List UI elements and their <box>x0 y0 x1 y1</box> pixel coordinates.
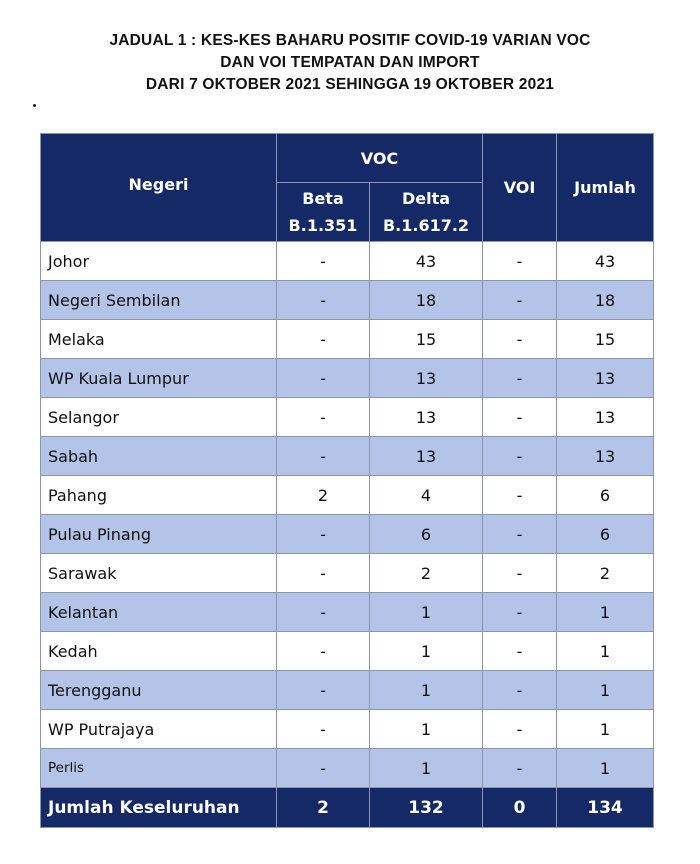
total-beta: 2 <box>277 788 370 828</box>
header-beta-code: B.1.351 <box>288 216 358 235</box>
table-row <box>41 554 654 593</box>
cell-negeri: Sabah <box>41 437 277 476</box>
cell-delta: 1 <box>370 749 483 788</box>
cell-voi: - <box>483 437 557 476</box>
table-row <box>41 749 654 788</box>
cell-delta: 13 <box>370 398 483 437</box>
cell-beta: - <box>277 749 370 788</box>
table-row <box>41 515 654 554</box>
header-beta <box>277 183 370 242</box>
cell-beta: - <box>277 632 370 671</box>
cell-negeri: Terengganu <box>41 671 277 710</box>
cell-jumlah: 1 <box>557 749 654 788</box>
cell-voi: - <box>483 554 557 593</box>
cell-voi: - <box>483 320 557 359</box>
table-row <box>41 398 654 437</box>
title-line-1: JADUAL 1 : KES-KES BAHARU POSITIF COVID-19 VARIAN VOC <box>109 32 591 49</box>
cell-voi: - <box>483 593 557 632</box>
cell-jumlah: 1 <box>557 632 654 671</box>
cell-voi: - <box>483 476 557 515</box>
cell-negeri: Melaka <box>41 320 277 359</box>
cell-voi: - <box>483 710 557 749</box>
cell-jumlah: 1 <box>557 710 654 749</box>
cell-delta: 1 <box>370 593 483 632</box>
table-row <box>41 242 654 281</box>
title-line-2: DAN VOI TEMPATAN DAN IMPORT <box>220 54 480 71</box>
header-voc: VOC <box>277 134 483 183</box>
table-row <box>41 710 654 749</box>
cell-beta: - <box>277 710 370 749</box>
cell-jumlah: 13 <box>557 398 654 437</box>
cell-beta: - <box>277 437 370 476</box>
cell-voi: - <box>483 515 557 554</box>
cell-voi: - <box>483 632 557 671</box>
cell-delta: 2 <box>370 554 483 593</box>
cell-jumlah: 2 <box>557 554 654 593</box>
header-voi: VOI <box>483 134 557 242</box>
cell-beta: 2 <box>277 476 370 515</box>
cell-delta: 1 <box>370 710 483 749</box>
cell-delta: 43 <box>370 242 483 281</box>
cell-negeri: Perlis <box>41 749 277 788</box>
table-row <box>41 437 654 476</box>
header-beta-label: Beta <box>302 189 344 208</box>
cell-beta: - <box>277 593 370 632</box>
stray-dot <box>33 104 36 107</box>
cell-voi: - <box>483 242 557 281</box>
cell-voi: - <box>483 359 557 398</box>
cell-negeri: Pahang <box>41 476 277 515</box>
cell-negeri: Johor <box>41 242 277 281</box>
cell-delta: 1 <box>370 671 483 710</box>
cell-jumlah: 13 <box>557 437 654 476</box>
cell-beta: - <box>277 671 370 710</box>
total-jumlah: 134 <box>557 788 654 828</box>
total-voi: 0 <box>483 788 557 828</box>
cell-beta: - <box>277 281 370 320</box>
table-row <box>41 281 654 320</box>
table-row <box>41 671 654 710</box>
cell-jumlah: 6 <box>557 515 654 554</box>
cell-negeri: Negeri Sembilan <box>41 281 277 320</box>
cell-jumlah: 1 <box>557 671 654 710</box>
cell-jumlah: 6 <box>557 476 654 515</box>
cell-voi: - <box>483 281 557 320</box>
table-row <box>41 359 654 398</box>
table-row <box>41 632 654 671</box>
cell-voi: - <box>483 671 557 710</box>
total-row <box>41 788 654 828</box>
cell-delta: 18 <box>370 281 483 320</box>
cell-delta: 6 <box>370 515 483 554</box>
cell-negeri: Pulau Pinang <box>41 515 277 554</box>
cell-jumlah: 43 <box>557 242 654 281</box>
cell-negeri: Kelantan <box>41 593 277 632</box>
cell-beta: - <box>277 554 370 593</box>
cell-negeri: WP Putrajaya <box>41 710 277 749</box>
cell-jumlah: 15 <box>557 320 654 359</box>
cell-delta: 13 <box>370 437 483 476</box>
cell-delta: 15 <box>370 320 483 359</box>
covid-variant-table <box>40 133 654 828</box>
cell-jumlah: 1 <box>557 593 654 632</box>
cell-delta: 4 <box>370 476 483 515</box>
cell-beta: - <box>277 242 370 281</box>
cell-negeri: Selangor <box>41 398 277 437</box>
cell-beta: - <box>277 359 370 398</box>
cell-voi: - <box>483 749 557 788</box>
header-delta-label: Delta <box>401 189 451 208</box>
table-row <box>41 476 654 515</box>
cell-delta: 1 <box>370 632 483 671</box>
cell-negeri: Kedah <box>41 632 277 671</box>
cell-beta: - <box>277 320 370 359</box>
header-negeri: Negeri <box>41 134 277 242</box>
total-label: Jumlah Keseluruhan <box>41 788 277 828</box>
header-delta-code: B.1.617.2 <box>382 216 470 235</box>
cell-beta: - <box>277 398 370 437</box>
cell-negeri: WP Kuala Lumpur <box>41 359 277 398</box>
header-delta <box>370 183 483 242</box>
cell-delta: 13 <box>370 359 483 398</box>
cell-jumlah: 18 <box>557 281 654 320</box>
header-jumlah: Jumlah <box>557 134 654 242</box>
cell-voi: - <box>483 398 557 437</box>
total-delta: 132 <box>370 788 483 828</box>
cell-negeri: Sarawak <box>41 554 277 593</box>
table-title <box>0 30 700 96</box>
cell-beta: - <box>277 515 370 554</box>
title-line-3: DARI 7 OKTOBER 2021 SEHINGGA 19 OKTOBER 2021 <box>145 76 555 93</box>
table-row <box>41 593 654 632</box>
cell-jumlah: 13 <box>557 359 654 398</box>
table-row <box>41 320 654 359</box>
